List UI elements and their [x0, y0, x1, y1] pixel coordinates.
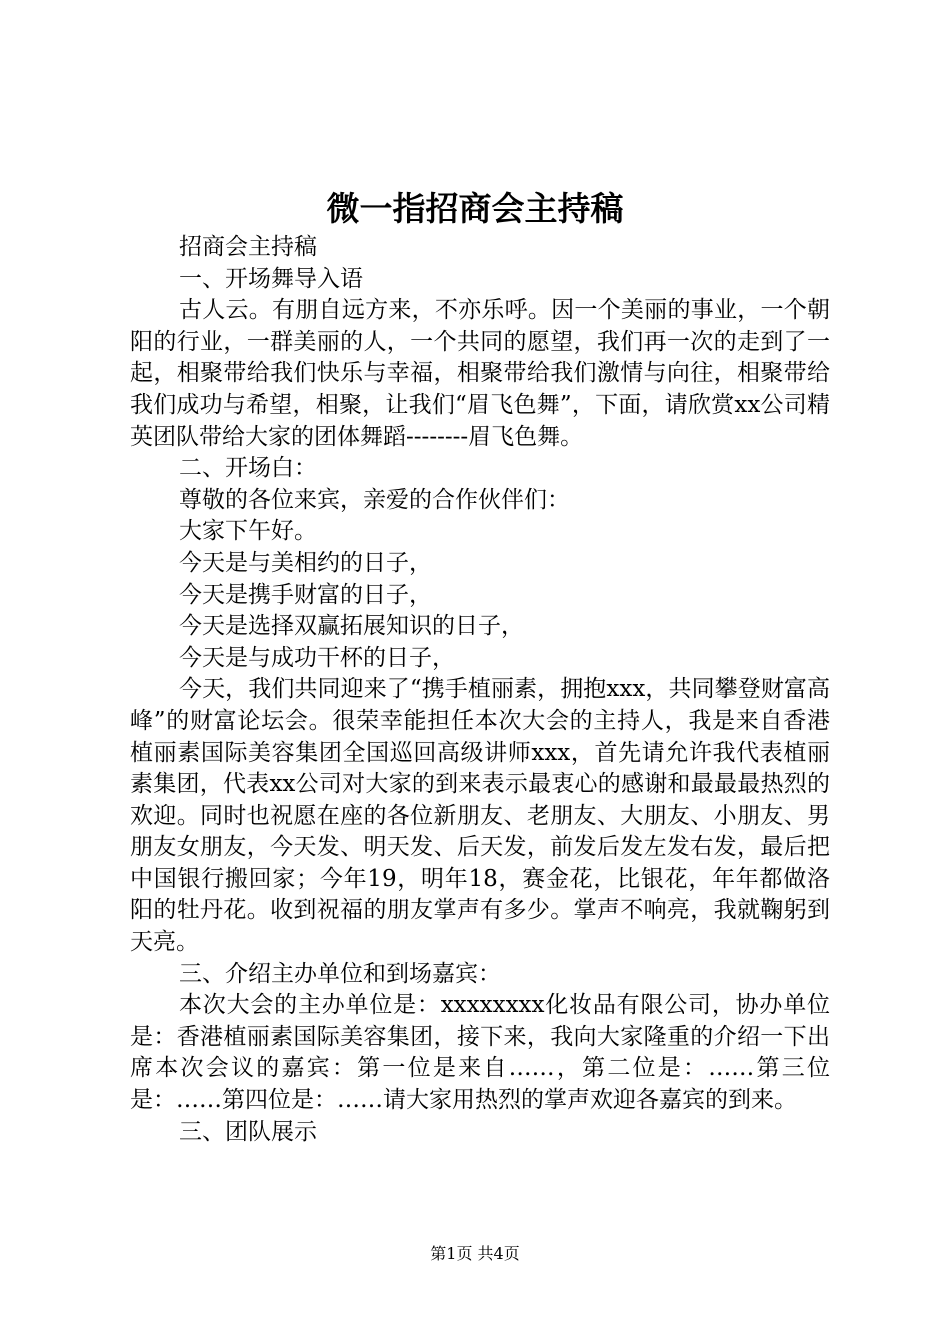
greeting-line: 尊敬的各位来宾，亲爱的合作伙伴们： — [179, 486, 570, 513]
hello-line: 大家下午好。 — [179, 518, 317, 545]
paragraph: 今天，我们共同迎来了“携手植丽素，拥抱xxx，共同攀登财富高峰”的财富论坛会。很荣幸能担任本次大会的主持人，我是来自香港植丽素国际美容集团全国巡回高级讲师xxx，首先请允许我代表植丽素集团，代表xx公司对大家的到来表示最衷心的感谢和最最最热烈的欢迎。同时也祝愿在座的各位新朋友、老朋友、大朋友、小朋友、男朋友女朋友，今天发、明天发、后天发，前发后发左发右发，最后把中国银行搬回家；今年19，明年18，赛金花，比银花，年年都做洛阳的牡丹花。收到祝福的朋友掌声有多少。掌声不响亮，我就鞠躬到天亮。 — [130, 676, 830, 956]
today-line: 今天是携手财富的日子， — [179, 581, 432, 608]
section-heading: 三、团队展示 — [179, 1118, 317, 1145]
today-line: 今天是选择双赢拓展知识的日子， — [179, 613, 524, 640]
subtitle-line: 招商会主持稿 — [179, 234, 317, 260]
page-footer: 第1页 共4页 — [430, 1244, 520, 1263]
section-heading: 二、开场白： — [179, 455, 317, 482]
today-line: 今天是与美相约的日子， — [179, 549, 432, 576]
today-line: 今天是与成功干杯的日子， — [179, 644, 455, 671]
section-heading: 一、开场舞导入语 — [179, 265, 363, 292]
paragraph: 古人云。有朋自远方来，不亦乐呼。因一个美丽的事业，一个朝阳的行业，一群美丽的人，一个共同的愿望，我们再一次的走到了一起，相聚带给我们快乐与幸福，相聚带给我们激情与向往，相聚带给我们成功与希望，相聚，让我们“眉飞色舞”，下面，请欣赏xx公司精英团队带给大家的团体舞蹈--------眉飞色舞。 — [130, 297, 830, 450]
document-body — [130, 232, 830, 1148]
paragraph: 本次大会的主办单位是：xxxxxxxx化妆品有限公司，协办单位是：香港植丽素国际美容集团，接下来，我向大家隆重的介绍一下出席本次会议的嘉宾：第一位是来自……，第二位是：……第三位是：……第四位是：……请大家用热烈的掌声欢迎各嘉宾的到来。 — [130, 992, 830, 1114]
document-title: 微一指招商会主持稿 — [326, 189, 624, 228]
section-heading: 三、介绍主办单位和到场嘉宾： — [179, 960, 501, 987]
